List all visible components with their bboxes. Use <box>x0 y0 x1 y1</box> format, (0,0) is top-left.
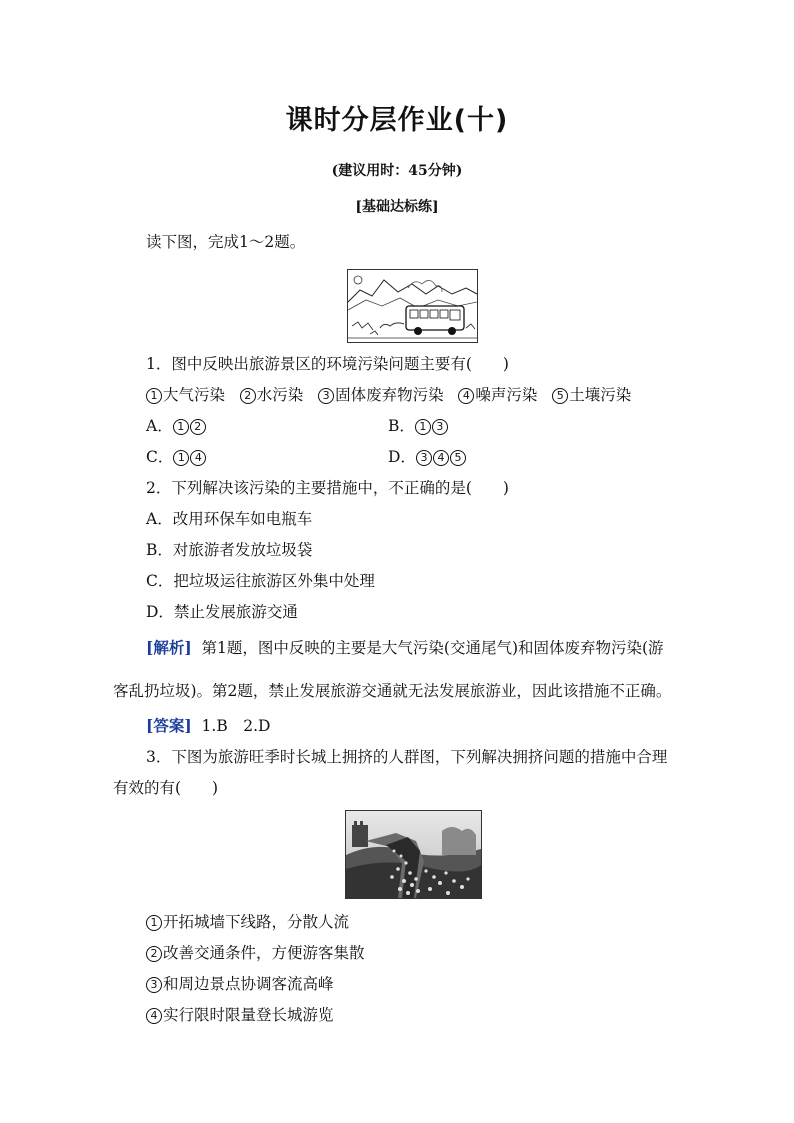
item-text: 噪声污染 <box>475 386 538 404</box>
q2-option-c: C．把垃圾运往旅游区外集中处理 <box>146 572 375 590</box>
option-number: 3 <box>432 419 448 435</box>
option-a <box>146 416 207 436</box>
q2-option-a: A．改用环保车如电瓶车 <box>146 510 313 528</box>
analysis-line-2: 客乱扔垃圾)。第2题，禁止发展旅游交通就无法发展旅游业，因此该措施不正确。 <box>113 682 672 700</box>
item-number: 1 <box>146 915 162 931</box>
option-b <box>388 416 449 436</box>
great-wall-crowd-photo <box>345 810 482 899</box>
item-text: 开拓城墙下线路，分散人流 <box>163 913 350 931</box>
sketch-image <box>348 270 477 342</box>
item-text: 大气污染 <box>163 386 226 404</box>
option-number: 4 <box>433 450 449 466</box>
question-2-stem: 2．下列解决该污染的主要措施中，不正确的是( ) <box>146 479 509 497</box>
analysis-tag: [解析] <box>146 638 192 657</box>
option-number: 2 <box>190 419 206 435</box>
answer-text: 1.B 2.D <box>201 717 271 735</box>
item-text: 土壤污染 <box>569 386 632 404</box>
item-number: 1 <box>146 388 162 404</box>
item-number: 3 <box>146 977 162 993</box>
q3-item-1 <box>146 912 349 932</box>
option-c <box>146 447 207 467</box>
q3-item-2 <box>146 943 365 963</box>
question-3-stem-2: 有效的有( ) <box>113 779 219 797</box>
item-number: 5 <box>552 388 568 404</box>
item-number: 2 <box>146 946 162 962</box>
q3-item-3 <box>146 974 334 994</box>
item-number: 4 <box>146 1008 162 1024</box>
question-3-stem-1: 3．下图为旅游旺季时长城上拥挤的人群图，下列解决拥挤问题的措施中合理 <box>146 748 668 766</box>
analysis-text: 第1题，图中反映的主要是大气污染(交通尾气)和固体废弃物污染(游 <box>201 639 664 657</box>
tourism-pollution-sketch <box>347 269 478 343</box>
answer-line <box>146 716 270 736</box>
q2-option-d: D．禁止发展旅游交通 <box>146 603 298 621</box>
option-number: 1 <box>173 419 189 435</box>
page-title: 课时分层作业(十) <box>285 105 509 136</box>
option-d <box>388 447 467 467</box>
option-number: 1 <box>173 450 189 466</box>
time-suggestion: (建议用时：45分钟) <box>331 163 463 179</box>
item-text: 水污染 <box>256 386 304 404</box>
item-number: 4 <box>458 388 474 404</box>
item-text: 和周边景点协调客流高峰 <box>163 975 334 993</box>
item-text: 固体废弃物污染 <box>335 386 444 404</box>
question-1-items <box>146 385 631 405</box>
question-1-stem: 1．图中反映出旅游景区的环境污染问题主要有( ) <box>146 355 509 373</box>
item-number: 3 <box>318 388 334 404</box>
item-text: 实行限时限量登长城游览 <box>163 1006 334 1024</box>
option-label: D． <box>388 448 416 466</box>
option-number: 3 <box>416 450 432 466</box>
item-text: 改善交通条件，方便游客集散 <box>163 944 365 962</box>
item-number: 2 <box>240 388 256 404</box>
option-number: 4 <box>190 450 206 466</box>
q2-option-b: B．对旅游者发放垃圾袋 <box>146 541 313 559</box>
option-number: 5 <box>450 450 466 466</box>
option-number: 1 <box>415 419 431 435</box>
option-label: B． <box>388 417 415 435</box>
option-label: A． <box>146 417 173 435</box>
intro-text: 读下图，完成1～2题。 <box>146 233 306 251</box>
q3-item-4 <box>146 1005 334 1025</box>
option-label: C． <box>146 448 174 466</box>
analysis-line-1 <box>146 638 664 658</box>
section-heading: [基础达标练] <box>355 199 439 215</box>
answer-tag: [答案] <box>146 716 192 735</box>
photo-image <box>346 811 481 898</box>
